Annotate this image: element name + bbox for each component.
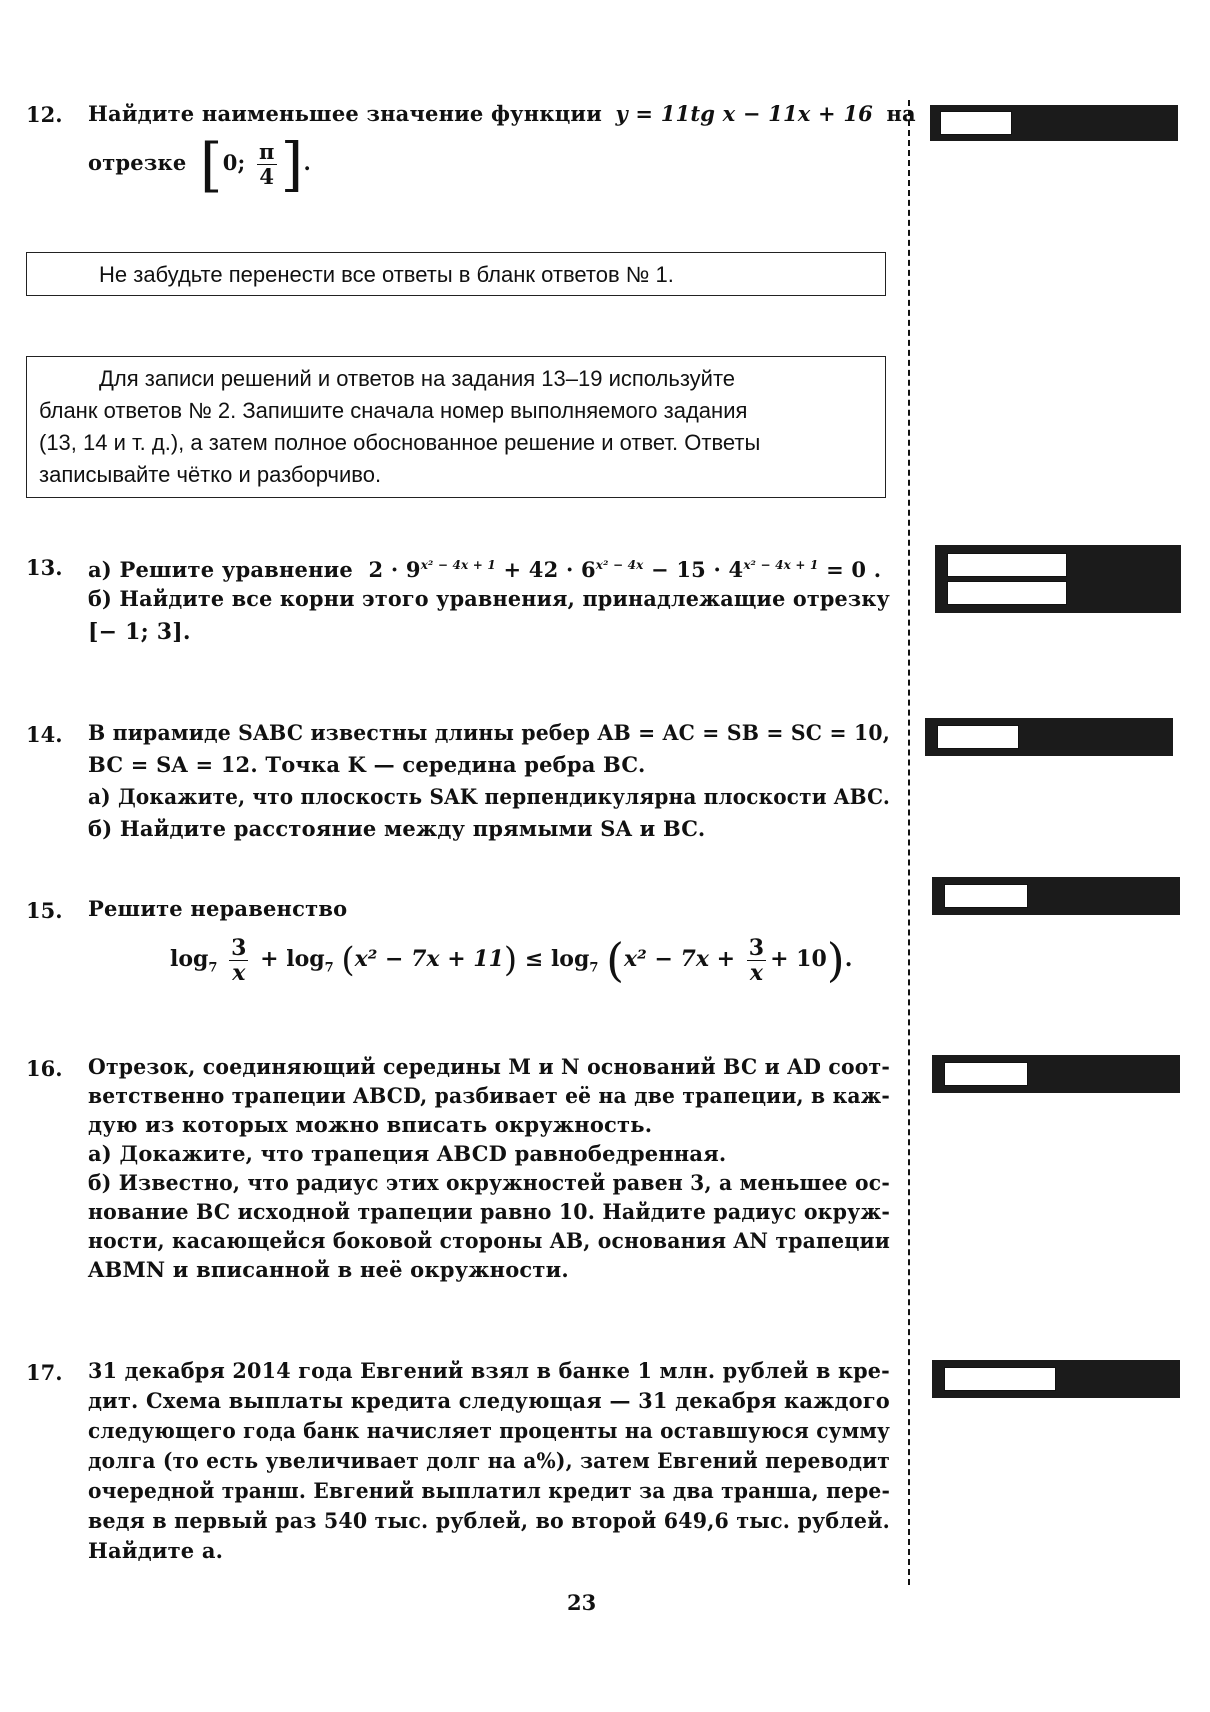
task-14-line-1: В пирамиде SABC известны длины ребер AB = AC = SB = SC = 10,	[88, 720, 890, 745]
eq-end: = 0 .	[826, 557, 882, 582]
task-13-interval: [− 1; 3].	[88, 619, 191, 645]
task-15-inequality	[170, 926, 852, 992]
task-17-line-5: очередной транш. Евгений выплатил кредит за два транша, пере-	[88, 1478, 891, 1503]
inner-b: + 10	[770, 946, 827, 972]
task-12-line-1	[88, 99, 916, 129]
log-1: log	[170, 946, 209, 972]
pi-over-4	[257, 140, 277, 189]
notice-transfer-text: Не забудьте перенести все ответы в бланк ответов № 1.	[99, 262, 674, 287]
answer-field-13[interactable]	[935, 545, 1181, 613]
task-13-line-b: б) Найдите все корни этого уравнения, принадлежащие отрезку	[88, 586, 890, 611]
task-17-line-4: долга (то есть увеличивает долг на a%), затем Евгений переводит	[88, 1448, 890, 1473]
task-12-na: на	[886, 101, 916, 126]
answer-field-17[interactable]	[932, 1360, 1180, 1398]
answer-field-16[interactable]	[932, 1055, 1180, 1093]
task-12-line-2	[88, 128, 311, 198]
paren-close-2: )	[826, 933, 845, 987]
eq-term-2: + 42 · 6	[503, 557, 596, 582]
answer-field-14[interactable]	[925, 718, 1173, 756]
task-17-line-2: дит. Схема выплаты кредита следующая — 31 декабря каждого	[88, 1388, 890, 1413]
task-17-line-6: ведя в первый раз 540 тыс. рублей, во второй 649,6 тыс. рублей.	[88, 1508, 890, 1533]
answer-field-15[interactable]	[932, 877, 1180, 915]
notice-line-3: (13, 14 и т. д.), а затем полное обоснованное решение и ответ. Ответы	[39, 430, 761, 455]
paren1-content: x² − 7x + 11	[354, 946, 504, 972]
task-12-number: 12.	[26, 102, 63, 127]
frac-3-over-x-1	[229, 936, 248, 985]
base-1: 7	[208, 960, 218, 976]
base-3: 7	[589, 960, 599, 976]
task-17-line-7: Найдите a.	[88, 1538, 224, 1563]
eq-term-3: − 15 · 4	[651, 557, 744, 582]
right-bracket: ]	[280, 130, 304, 199]
task-14-line-4: б) Найдите расстояние между прямыми SA и BC.	[88, 816, 706, 841]
notice-instructions	[26, 356, 886, 498]
plus-log: + log	[260, 946, 325, 972]
frac-3-over-x-2	[747, 936, 766, 985]
notice-line-4: записывайте чётко и разборчиво.	[39, 462, 382, 487]
frac1-den: x	[232, 959, 246, 986]
base-2: 7	[324, 960, 334, 976]
ineq-end: .	[844, 946, 853, 972]
paren-open-2: (	[606, 933, 625, 987]
task-13-equation	[369, 557, 882, 582]
paren-close-1: )	[503, 940, 518, 980]
task-13-a-label: а) Решите уравнение	[88, 557, 353, 582]
eq-exp-3: x² − 4x + 1	[743, 558, 819, 572]
eq-term-1: 2 · 9	[368, 557, 421, 582]
task-17-line-1: 31 декабря 2014 года Евгений взял в банке 1 млн. рублей в кре-	[88, 1358, 890, 1383]
task-16-line-1: Отрезок, соединяющий середины M и N оснований BC и AD соот-	[88, 1054, 890, 1079]
frac2-den: x	[749, 959, 763, 986]
leq-log: ≤ log	[524, 946, 590, 972]
cut-line	[908, 100, 910, 1585]
task-16-line-2: ветственно трапеции ABCD, разбивает её на две трапеции, в каж-	[88, 1083, 890, 1108]
task-15-line-1: Решите неравенство	[88, 896, 348, 921]
left-bracket: [	[199, 130, 223, 199]
task-15-number: 15.	[26, 898, 63, 923]
paren-open-1: (	[341, 940, 355, 980]
task-17-number: 17.	[26, 1360, 63, 1385]
task-14-line-2: BC = SA = 12. Точка K — середина ребра BC.	[88, 752, 646, 777]
interval-left: 0;	[222, 150, 246, 175]
frac2-num: 3	[748, 934, 765, 961]
inner-a: x² − 7x +	[624, 946, 736, 972]
task-16-line-6: нование BC исходной трапеции равно 10. Найдите радиус окруж-	[88, 1199, 891, 1224]
notice-line-2: бланк ответов № 2. Запишите сначала номер выполняемого задания	[39, 398, 748, 423]
page-number: 23	[567, 1590, 597, 1615]
task-14-line-3: а) Докажите, что плоскость SAK перпендикулярна плоскости ABC.	[88, 784, 890, 809]
task-17-line-3: следующего года банк начисляет проценты на оставшуюся сумму	[88, 1418, 890, 1443]
task-12-segment-label: отрезке	[88, 150, 187, 175]
frac1-num: 3	[231, 934, 247, 961]
task-13-number: 13.	[26, 555, 63, 580]
task-16-line-4: а) Докажите, что трапеция ABCD равнобедренная.	[88, 1141, 727, 1166]
eq-exp-1: x² − 4x + 1	[420, 558, 496, 572]
task-12-function: y = 11tg x − 11x + 16	[615, 101, 873, 126]
eq-exp-2: x² − 4x	[595, 558, 644, 572]
task-14-number: 14.	[26, 722, 63, 747]
task-16-line-5: б) Известно, что радиус этих окружностей равен 3, а меньшее ос-	[88, 1170, 890, 1195]
notice-transfer-answers	[26, 252, 886, 296]
task-16-line-8: ABMN и вписанной в неё окружности.	[88, 1257, 569, 1282]
task-16-number: 16.	[26, 1056, 63, 1081]
frac-numerator: π	[259, 139, 275, 164]
answer-field-12[interactable]	[930, 105, 1178, 141]
task-12-period: .	[303, 150, 311, 175]
frac-denominator: 4	[259, 164, 275, 189]
task-16-line-3: дую из которых можно вписать окружность.	[88, 1112, 653, 1137]
task-12-intro: Найдите наименьшее значение функции	[88, 101, 602, 126]
notice-line-1: Для записи решений и ответов на задания 13–19 используйте	[99, 366, 736, 391]
task-13-line-a	[88, 550, 881, 585]
task-16-line-7: ности, касающейся боковой стороны AB, основания AN трапеции	[88, 1228, 891, 1253]
